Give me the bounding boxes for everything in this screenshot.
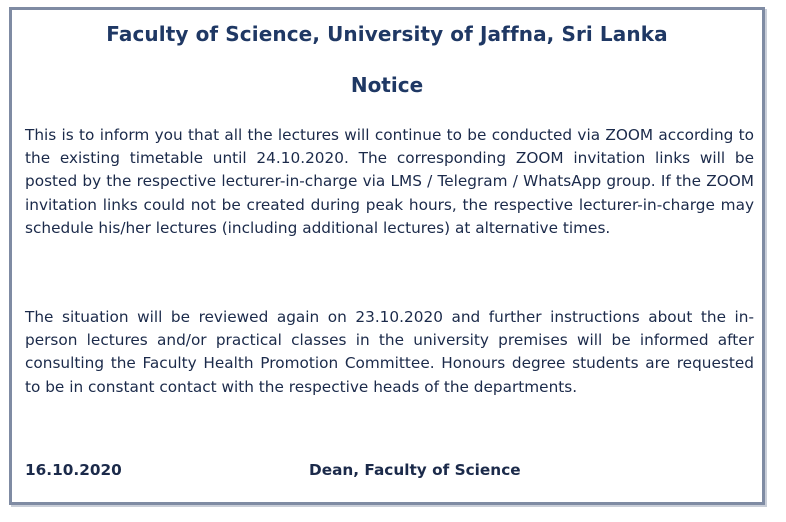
notice-frame <box>9 7 765 505</box>
institution-title: Faculty of Science, University of Jaffna, Sri Lanka <box>106 22 668 46</box>
notice-paragraph-1: This is to inform you that all the lectures will continue to be conducted via ZOOM according to the existing timetable until 24.10.2020. The corresponding ZOOM invitation links will be posted by the respective lecturer-in-charge via LMS / Telegram / WhatsApp group. If the ZOOM invitation links could not be created during peak hours, the respective lecturer-in-charge may schedule his/her lectures (including additional lectures) at alternative times. <box>25 126 754 237</box>
notice-heading: Notice <box>350 73 424 97</box>
notice-paragraph-2: The situation will be reviewed again on 23.10.2020 and further instructions about the in-person lectures and/or practical classes in the university premises will be informed after consulting the Faculty Health Promotion Committee. Honours degree students are requested to be in constant contact with the respective heads of the departments. <box>25 308 754 396</box>
notice-date: 16.10.2020 <box>25 461 122 479</box>
signatory: Dean, Faculty of Science <box>309 461 521 479</box>
